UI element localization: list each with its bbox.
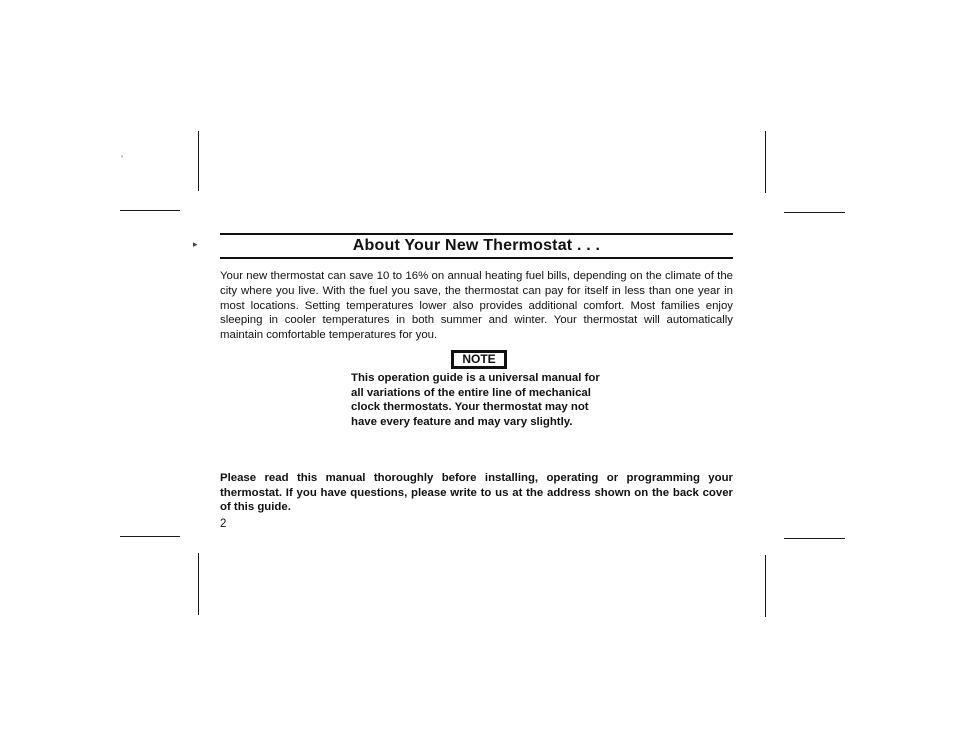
closing-paragraph: Please read this manual thoroughly before installing, operating or programming your thermostat. If you have questions, please write to us at the address shown on the back cover of this guide. <box>220 472 733 513</box>
heading-rule-top <box>220 233 733 235</box>
crop-mark-top-right-vertical <box>765 131 766 193</box>
crop-mark-top-right-horizontal <box>784 212 845 213</box>
crop-mark-top-left-vertical <box>198 131 199 191</box>
note-text: This operation guide is a universal manual for all variations of the entire line of mechanical clock thermostats. Your thermostat may not have every feature and may vary slightly. <box>351 372 600 428</box>
heading-rule-bottom <box>220 257 733 259</box>
page-number: 2 <box>220 518 227 530</box>
crop-mark-top-left-horizontal <box>120 210 180 211</box>
crop-mark-bottom-right-horizontal <box>784 538 845 539</box>
note-badge <box>451 350 507 369</box>
crop-mark-bottom-left-horizontal <box>120 536 180 537</box>
intro-paragraph: Your new thermostat can save 10 to 16% on annual heating fuel bills, depending on the climate of the city where you live. With the fuel you save, the thermostat can pay for itself in less than one year in most locations. Setting temperatures lower also provides additional comfort. Most families enjoy sleeping in cooler temperatures in both summer and winter. Your thermostat will automatically maintain comfortable temperatures for you. <box>220 270 733 342</box>
section-heading: About Your New Thermostat . . . <box>352 237 601 254</box>
scan-speck: ▸ <box>193 239 198 249</box>
crop-mark-bottom-right-vertical <box>765 555 766 617</box>
note-label: NOTE <box>454 353 504 366</box>
crop-mark-bottom-left-vertical <box>198 553 199 615</box>
scan-speck: ’ <box>121 154 123 164</box>
